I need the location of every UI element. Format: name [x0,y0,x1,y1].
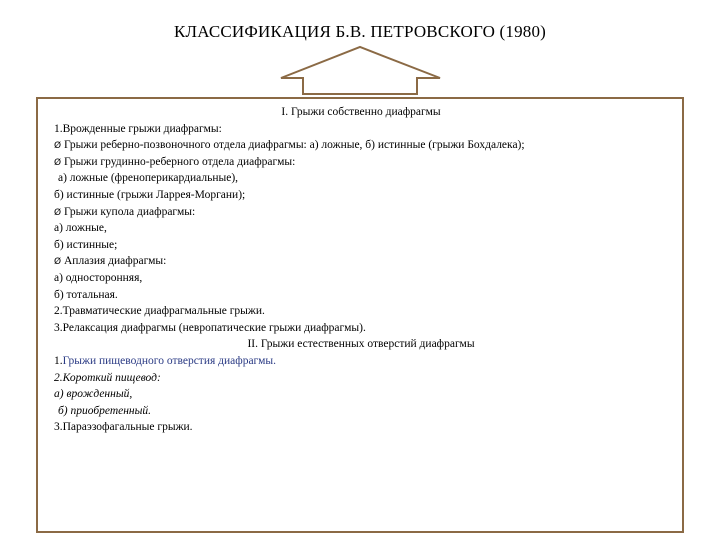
list-item: б) приобретенный. [58,404,152,417]
list-item: 3.Параэзофагальные грыжи. [54,421,193,434]
list-item: 2.Травматические диафрагмальные грыжи. [54,305,265,318]
list-item: б) истинные; [54,238,118,251]
list-item: а) ложные (френоперикардиальные), [58,172,239,185]
list-item [54,137,674,154]
page-title: КЛАССИФИКАЦИЯ Б.В. ПЕТРОВСКОГО (1980) [173,22,547,41]
arrow-bullet-icon: Ø [54,157,62,168]
list-item [54,353,674,370]
list-item: а) односторонняя, [54,271,143,284]
list-item-text: Аплазия диафрагмы: [64,255,167,268]
list-item-text: Грыжи грудинно-реберного отдела диафрагмы: [64,155,296,168]
section-heading-1: I. Грыжи собственно диафрагмы [281,106,441,118]
list-item: б) истинные (грыжи Ларрея-Моргани); [54,188,246,201]
arrow-bullet-icon: Ø [54,207,62,218]
classification-text [54,104,674,436]
list-item: а) врожденный, [54,388,133,401]
section-heading-2: II. Грыжи естественных отверстий диафрагмы [247,338,475,351]
arrow-bullet-icon: Ø [54,141,62,152]
list-item [54,204,674,221]
list-item: а) ложные, [54,222,107,235]
list-item: 2.Короткий пищевод: [54,371,161,384]
list-item: 1.Врожденные грыжи диафрагмы: [54,122,222,135]
list-item: 3.Релаксация диафрагмы (невропатические грыжи диафрагмы). [54,321,366,334]
list-item-number: 1. [54,354,63,367]
list-item-text: Грыжи пищеводного отверстия диафрагмы. [62,354,276,367]
arrow-bullet-icon: Ø [54,257,62,268]
up-arrow-callout [0,0,720,100]
list-item-text: Грыжи купола диафрагмы: [64,205,196,218]
list-item-text: Грыжи реберно-позвоночного отдела диафрагмы: а) ложные, б) истинные (грыжи Бохдалека); [64,139,525,152]
list-item [54,253,674,270]
list-item: б) тотальная. [54,288,118,301]
list-item [54,154,674,171]
